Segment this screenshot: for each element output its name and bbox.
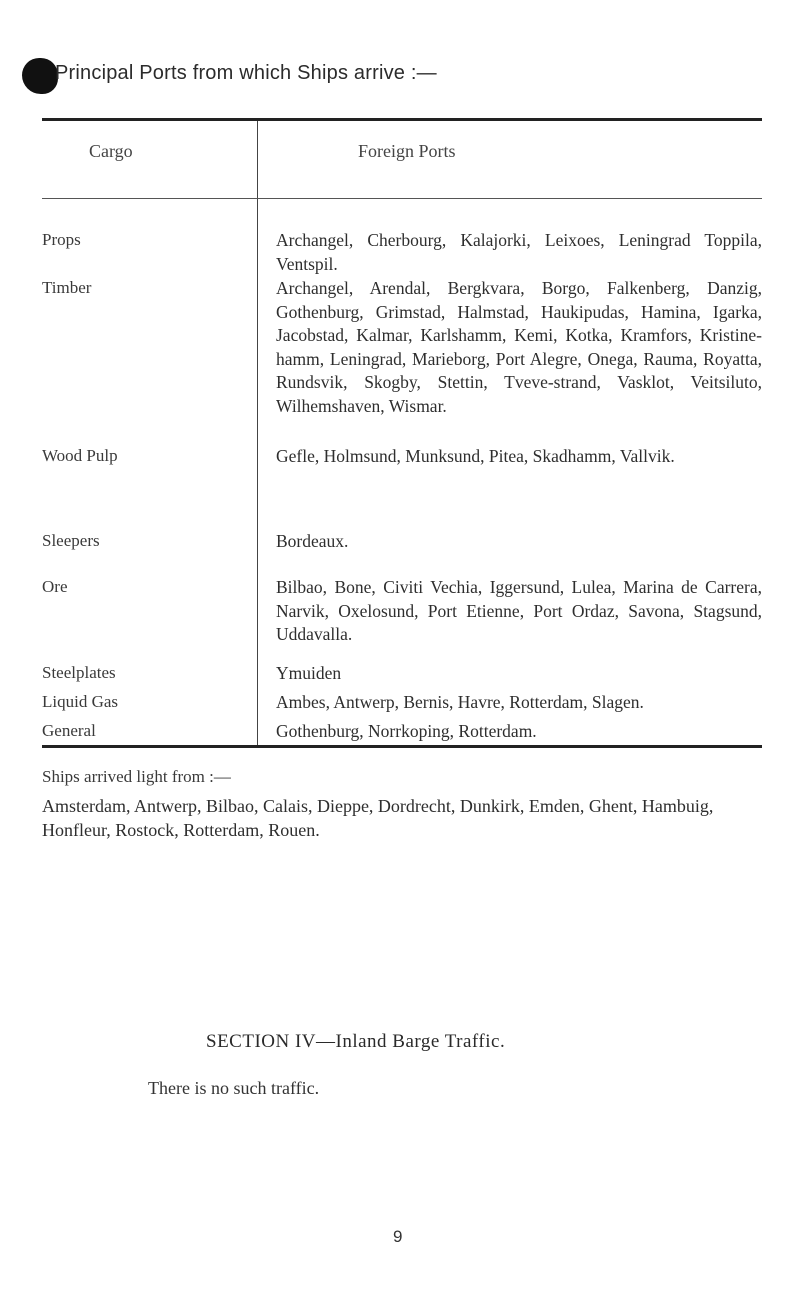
section-heading: SECTION IV—Inland Barge Traffic. (206, 1031, 506, 1052)
cargo-ore: Ore (42, 577, 68, 596)
ports-ore: Bilbao, Bone, Civiti Vechia, Iggersund, Lulea, Marina de Carrera, Narvik, Oxelosund, Port Etienne, Port Ordaz, Savona, Stagsund, Uddavalla. (276, 577, 762, 644)
ports-sleepers: Bordeaux. (276, 531, 349, 551)
table-header-rule (42, 198, 762, 199)
column-header-cargo: Cargo (89, 141, 133, 161)
section-text: There is no such traffic. (148, 1078, 320, 1098)
table-column-divider (257, 121, 258, 745)
table-top-rule (42, 118, 762, 121)
light-arrivals-ports: Amsterdam, Antwerp, Bilbao, Calais, Dieppe, Dordrecht, Dunkirk, Emden, Ghent, Hambuig, Honfleur, Rostock, Rotterdam, Rouen. (42, 796, 714, 840)
page-number: 9 (393, 1227, 403, 1246)
cargo-wood-pulp: Wood Pulp (42, 446, 118, 465)
cargo-liquid-gas: Liquid Gas (42, 692, 119, 711)
ports-timber: Archangel, Arendal, Bergkvara, Borgo, Falkenberg, Danzig, Gothenburg, Grimstad, Halmstad, Haukipudas, Hamina, Igarka, Jacobstad, Kalmar, Karlshamm, Kemi, Kotka, Kramfors, Kristine-hamm, Leningrad, Marieborg, Port Alegre, Onega, Rauma, Royatta, Rundsvik, Skogby, Stettin, Tveve-strand, Vasklot, Veitsiluto, Wilhemshaven, Wismar. (276, 278, 762, 416)
ports-steelplates: Ymuiden (276, 663, 342, 683)
cargo-general: General (42, 721, 96, 740)
page-heading: Principal Ports from which Ships arrive :— (55, 62, 437, 84)
ports-liquid-gas: Ambes, Antwerp, Bernis, Havre, Rotterdam, Slagen. (276, 692, 644, 712)
ports-general: Gothenburg, Norrkoping, Rotterdam. (276, 721, 537, 741)
cargo-steelplates: Steelplates (42, 663, 116, 682)
ports-wood-pulp: Gefle, Holmsund, Munksund, Pitea, Skadhamm, Vallvik. (276, 446, 675, 466)
light-arrivals-title: Ships arrived light from :— (42, 767, 231, 786)
ink-blot (22, 58, 58, 94)
cargo-timber: Timber (42, 278, 92, 297)
cargo-sleepers: Sleepers (42, 531, 100, 550)
cargo-props: Props (42, 230, 81, 249)
ports-props: Archangel, Cherbourg, Kalajorki, Leixoes, Leningrad Toppila, Ventspil. (276, 230, 762, 274)
table-bottom-rule (42, 745, 762, 748)
column-header-foreign-ports: Foreign Ports (358, 141, 456, 161)
